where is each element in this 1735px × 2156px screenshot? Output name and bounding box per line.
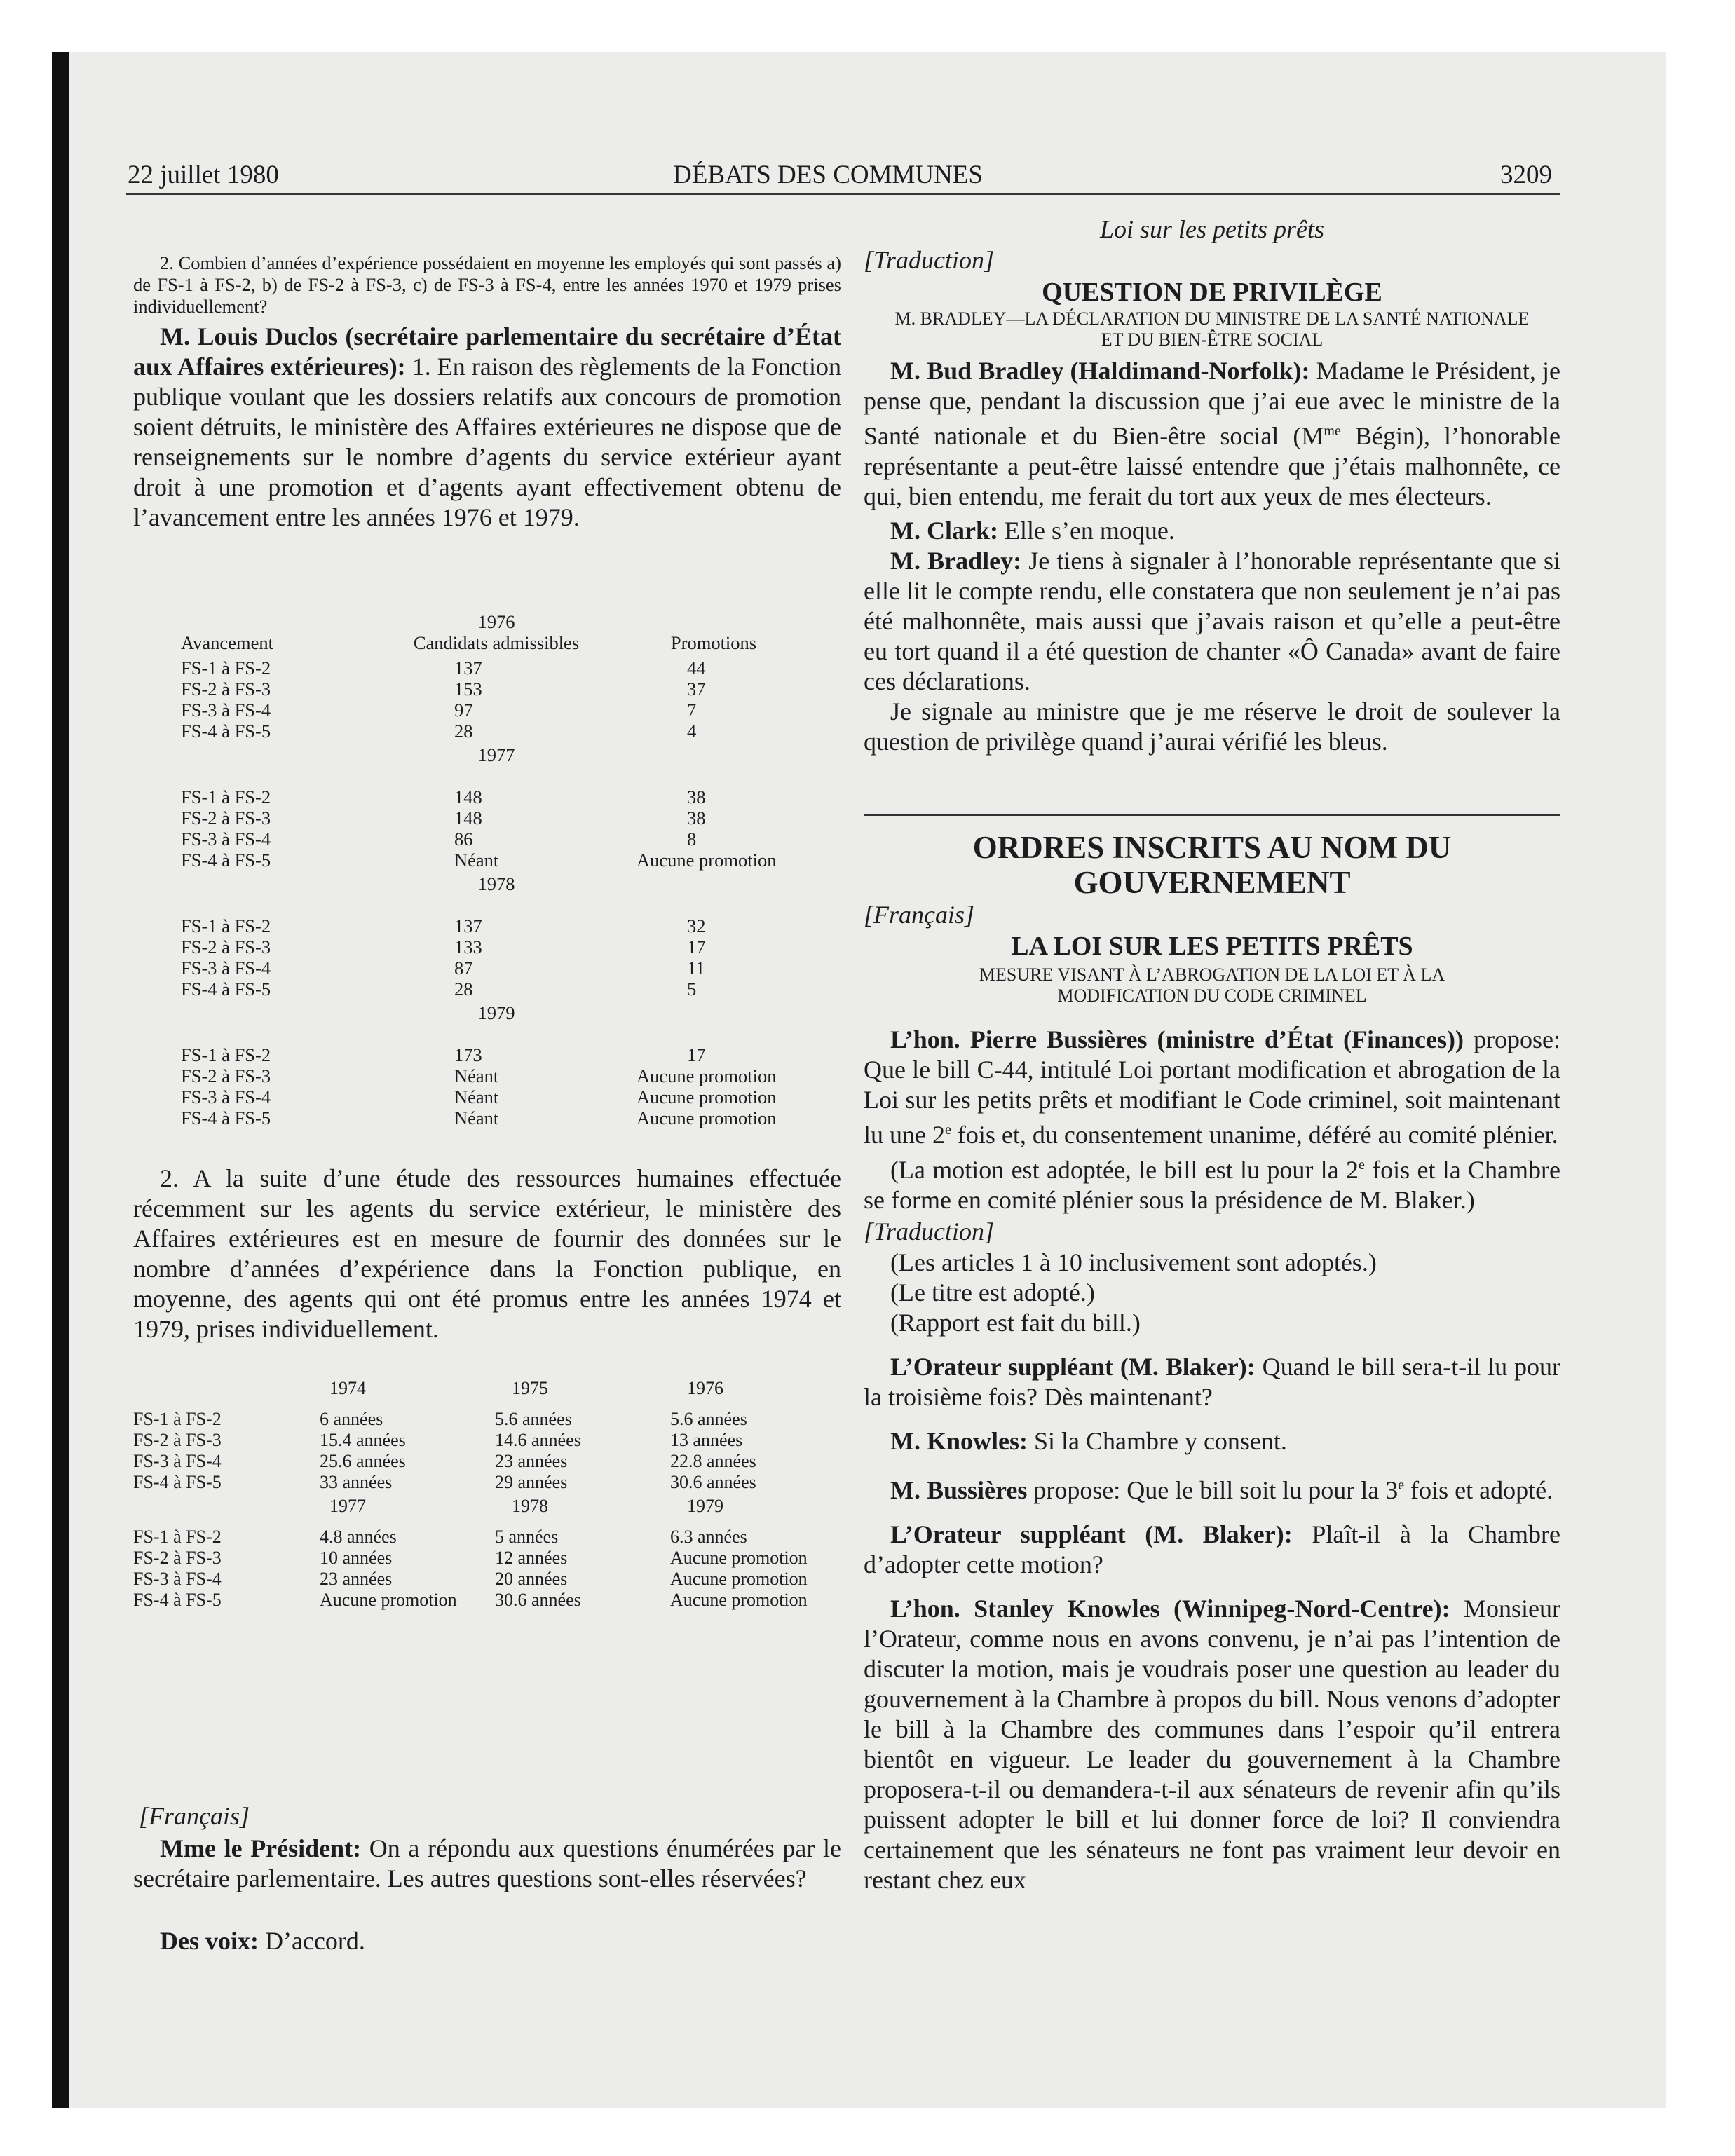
year-label: 1979 xyxy=(687,1496,723,1516)
promotions-cell: 32 xyxy=(687,915,706,936)
speaker-duclos: M. Louis Duclos (secrétaire parlementaire du secrétaire d’État aux Affaires extérieures): xyxy=(133,322,841,381)
table-row xyxy=(181,657,791,678)
promotions-cell: 11 xyxy=(687,957,705,978)
row-label: FS-2 à FS-3 xyxy=(133,1430,222,1450)
row-label: FS-4 à FS-5 xyxy=(181,721,271,742)
value-cell: 4.8 années xyxy=(320,1527,397,1547)
row-label: FS-3 à FS-4 xyxy=(181,1086,271,1107)
candidats-cell: 148 xyxy=(454,807,482,828)
value-cell: 6.3 années xyxy=(670,1527,747,1547)
page-number: 3209 xyxy=(1500,161,1552,189)
binding-edge xyxy=(52,52,69,2108)
sup-e-2: e xyxy=(1358,1157,1365,1173)
row-label: FS-3 à FS-4 xyxy=(181,957,271,978)
candidats-cell: 137 xyxy=(454,657,482,678)
speaker-bussieres-2: M. Bussières xyxy=(890,1476,1028,1504)
loi-subheading: MESURE VISANT À L’ABROGATION DE LA LOI ET À LA MODIFICATION DU CODE CRIMINEL xyxy=(979,964,1445,1006)
candidats-cell: 87 xyxy=(454,957,473,978)
candidats-cell: 153 xyxy=(454,678,482,700)
orateur2-text: Plaît-il à la Chambre d’adopter cette motion? xyxy=(864,1520,1560,1578)
knowles-text: Si la Chambre y consent. xyxy=(1027,1427,1287,1455)
left-column-end xyxy=(133,1801,841,1956)
year-label: 1976 xyxy=(477,611,515,632)
bradley-statement xyxy=(864,356,1560,512)
traduction-tag-2: [Traduction] xyxy=(864,1217,995,1246)
speaker-voix: Des voix: xyxy=(160,1927,259,1955)
promotions-cell: 7 xyxy=(687,700,697,721)
value-cell: 13 années xyxy=(670,1430,743,1450)
table-row xyxy=(133,1409,834,1430)
row-label: FS-2 à FS-3 xyxy=(181,678,271,700)
year-label: 1977 xyxy=(329,1496,366,1516)
table-row xyxy=(181,1086,791,1107)
year-row xyxy=(181,871,791,894)
francais-tag-left: [Français] xyxy=(139,1802,250,1830)
speaker-knowles: M. Knowles: xyxy=(890,1427,1028,1455)
promotions-cell: Aucune promotion xyxy=(637,1107,777,1128)
year-label: 1975 xyxy=(512,1378,548,1398)
titre-adopted: (Le titre est adopté.) xyxy=(890,1278,1095,1306)
sup-e-1: e xyxy=(944,1122,951,1138)
orateur-question-2 xyxy=(864,1520,1560,1580)
section-rule xyxy=(864,814,1560,816)
year-row xyxy=(133,1493,834,1527)
table-row xyxy=(133,1527,834,1548)
column-header: Candidats admissibles xyxy=(413,632,580,653)
promotions-cell: Aucune promotion xyxy=(637,1086,777,1107)
candidats-cell: 148 xyxy=(454,786,482,807)
promotions-cell: 4 xyxy=(687,721,697,742)
left-column-continued xyxy=(133,1164,841,1344)
promotions-cell: 44 xyxy=(687,657,706,678)
header-date: 22 juillet 1980 xyxy=(128,161,279,189)
value-cell: 30.6 années xyxy=(495,1590,581,1610)
speaker-bussieres: L’hon. Pierre Bussières (ministre d’État (Finances)) xyxy=(890,1025,1464,1053)
orateur-text: Quand le bill sera-t-il lu pour la troisième fois? Dès maintenant? xyxy=(864,1353,1561,1411)
row-label: FS-4 à FS-5 xyxy=(133,1590,222,1610)
row-label: FS-1 à FS-2 xyxy=(181,1044,271,1065)
traduction-tag: [Traduction] xyxy=(864,246,995,274)
candidats-cell: 97 xyxy=(454,700,473,721)
table-row xyxy=(181,978,791,999)
row-label: FS-1 à FS-2 xyxy=(181,786,271,807)
year-row xyxy=(181,999,791,1023)
year-label: 1976 xyxy=(687,1378,723,1398)
row-label: FS-1 à FS-2 xyxy=(181,657,271,678)
value-cell: 5.6 années xyxy=(495,1409,572,1429)
speaker-orateur: L’Orateur suppléant (M. Blaker): xyxy=(890,1353,1256,1381)
row-label: FS-2 à FS-3 xyxy=(133,1548,222,1568)
value-cell: 22.8 années xyxy=(670,1451,756,1471)
bussieres-text-a: propose: Que le bill C-44, intitulé Loi portant modification et abrogation de la Loi sur les petits prêts et modifiant le Code criminel, soit maintenant lu une 2 xyxy=(864,1025,1560,1149)
promotions-cell: 37 xyxy=(687,678,706,700)
value-cell: 29 années xyxy=(495,1472,568,1492)
table-row xyxy=(181,721,791,742)
value-cell: Aucune promotion xyxy=(670,1590,808,1610)
value-cell: Aucune promotion xyxy=(670,1548,808,1568)
candidats-cell: Néant xyxy=(454,850,499,871)
table-row xyxy=(181,915,791,936)
motion-text-a: (La motion est adoptée, le bill est lu pour la 2 xyxy=(890,1156,1359,1184)
president-text: On a répondu aux questions énumérées par le secrétaire parlementaire. Les autres questions sont-elles réservées? xyxy=(133,1834,841,1892)
promotions-cell: Aucune promotion xyxy=(637,850,777,871)
bussieres-motion xyxy=(864,1025,1560,1150)
header-rule xyxy=(126,193,1560,195)
bussieres-third-reading xyxy=(864,1471,1560,1506)
row-label: FS-2 à FS-3 xyxy=(181,807,271,828)
table-row xyxy=(133,1590,834,1611)
answer-2: 2. A la suite d’une étude des ressources humaines effectuée récemment sur les agents du service extérieur, le ministère des Affaires extérieures est en mesure de fournir des données sur le nombre d’années d’expérience dans la Fonction publique, en moyenne, des agents qui ont été promus entre les années 1974 et 1979, prises individuellement. xyxy=(133,1164,841,1343)
speaker-bradley-2: M. Bradley: xyxy=(890,547,1022,575)
bussieres-text-b: fois et, du consentement unanime, déféré au comité plénier. xyxy=(951,1121,1558,1149)
bussieres2-text-a: propose: Que le bill soit lu pour la 3 xyxy=(1027,1476,1399,1504)
table-row xyxy=(181,850,791,871)
orateur-question xyxy=(864,1352,1560,1412)
value-cell: 23 années xyxy=(320,1569,393,1589)
voix-statement xyxy=(133,1926,841,1956)
value-cell: Aucune promotion xyxy=(320,1590,457,1610)
bradley-text-b: Bégin), l’honorable représentante a peut-être laissé entendre que j’étais malhonnête, ce qui, bien entendu, me ferait du tort aux yeux de mes électeurs. xyxy=(864,422,1560,510)
knowles2-text: Monsieur l’Orateur, comme nous en avons convenu, je n’ai pas l’intention de discuter la motion, mais je voudrais poser une question au leader du gouvernement à la Chambre à propos du bill. Nous venons d’adopter le bill à la Chambre des communes dans l’espoir qu’il entrera bientôt en vigueur. Le leader du gouvernement à la Chambre proposera-t-il ou demandera-t-il aux sénateurs de revenir afin qu’ils puissent adopter le bill et lui donner force de loi? Il conviendra certainement que les sénateurs ne font pas vraiment leur devoir en restant chez eux xyxy=(864,1595,1560,1894)
rapport-fait: (Rapport est fait du bill.) xyxy=(890,1309,1141,1337)
year-label: 1978 xyxy=(477,873,515,894)
year-label: 1974 xyxy=(329,1378,366,1398)
knowles-statement xyxy=(864,1594,1560,1895)
value-cell: 20 années xyxy=(495,1569,568,1589)
candidats-cell: 137 xyxy=(454,915,482,936)
header-title: DÉBATS DES COMMUNES xyxy=(673,161,984,189)
value-cell: 23 années xyxy=(495,1451,568,1471)
value-cell: 30.6 années xyxy=(670,1472,756,1492)
motion-adopted xyxy=(864,1150,1560,1215)
experience-table xyxy=(133,1378,834,1611)
running-title: Loi sur les petits prêts xyxy=(1099,215,1325,243)
table-row xyxy=(133,1569,834,1590)
table-row xyxy=(181,807,791,828)
value-cell: 5 années xyxy=(495,1527,559,1547)
speaker-knowles-2: L’hon. Stanley Knowles (Winnipeg-Nord-Centre): xyxy=(890,1595,1450,1623)
row-label: FS-3 à FS-4 xyxy=(133,1451,222,1471)
president-statement xyxy=(133,1834,841,1894)
value-cell: Aucune promotion xyxy=(670,1569,808,1589)
year-label: 1977 xyxy=(477,744,515,765)
value-cell: 12 années xyxy=(495,1548,568,1568)
right-column xyxy=(864,214,1560,757)
row-label: FS-4 à FS-5 xyxy=(181,850,271,871)
duclos-answer xyxy=(133,322,841,533)
sup-me: me xyxy=(1324,423,1341,439)
row-label: FS-3 à FS-4 xyxy=(181,700,271,721)
table-row xyxy=(181,957,791,978)
row-label: FS-2 à FS-3 xyxy=(181,936,271,957)
promotions-cell: 38 xyxy=(687,786,706,807)
duclos-text: 1. En raison des règlements de la Fonction publique voulant que les dossiers relatifs aux concours de promotion soient détruits, le ministère des Affaires extérieures ne dispose que de renseignements sur le nombre d’agents du service extérieur ayant droit à une promotion et d’agents ayant effectivement obtenu de l’avancement entre les années 1976 et 1979. xyxy=(133,353,842,531)
bradley3-statement: Je signale au ministre que je me réserve le droit de soulever la question de privilège quand j’aurai vérifié les bleus. xyxy=(864,697,1560,756)
motion-text-b: fois et la Chambre se forme en comité plénier sous la présidence de M. Blaker.) xyxy=(864,1156,1561,1214)
candidats-cell: 28 xyxy=(454,721,473,742)
candidats-cell: Néant xyxy=(454,1107,499,1128)
row-label: FS-1 à FS-2 xyxy=(181,915,271,936)
promotions-cell: 5 xyxy=(687,978,697,999)
value-cell: 15.4 années xyxy=(320,1430,406,1450)
value-cell: 14.6 années xyxy=(495,1430,581,1450)
bradley2-statement xyxy=(864,546,1560,697)
row-label: FS-3 à FS-4 xyxy=(133,1569,222,1589)
speaker-president: Mme le Président: xyxy=(160,1834,362,1862)
table-row xyxy=(133,1430,834,1451)
promotions-cell: Aucune promotion xyxy=(637,1065,777,1086)
year-row xyxy=(133,1378,834,1409)
candidats-cell: Néant xyxy=(454,1086,499,1107)
clark-statement xyxy=(864,516,1560,546)
row-label: FS-4 à FS-5 xyxy=(133,1472,222,1492)
value-cell: 33 années xyxy=(320,1472,393,1492)
table-row xyxy=(181,1044,791,1065)
bradley2-text: Je tiens à signaler à l’honorable représentante que si elle lit le compte rendu, elle constatera que non seulement je n’ai pas été malhonnête, mais aussi que j’avais raison et qu’elle a peut-être eu tort quand il a été question de chanter «Ô Canada» avant de faire ces déclarations. xyxy=(864,547,1560,695)
candidats-cell: Néant xyxy=(454,1065,499,1086)
table-row xyxy=(133,1548,834,1569)
knowles-reply xyxy=(864,1426,1560,1456)
privilege-heading: QUESTION DE PRIVILÈGE xyxy=(1042,278,1382,307)
value-cell: 25.6 années xyxy=(320,1451,406,1471)
year-row xyxy=(181,742,791,765)
ordres-heading: ORDRES INSCRITS AU NOM DU GOUVERNEMENT xyxy=(972,830,1452,900)
value-cell: 6 années xyxy=(320,1409,383,1429)
promotions-cell: 38 xyxy=(687,807,706,828)
candidats-cell: 86 xyxy=(454,828,473,850)
year-row xyxy=(181,608,791,632)
promotions-cell: 8 xyxy=(687,828,697,850)
table-row xyxy=(181,828,791,850)
table-row xyxy=(181,678,791,700)
header-row xyxy=(181,632,791,657)
row-label: FS-1 à FS-2 xyxy=(133,1409,222,1429)
voix-text: D’accord. xyxy=(258,1927,365,1955)
table-row xyxy=(181,936,791,957)
promotions-table xyxy=(181,608,791,1128)
row-label: FS-4 à FS-5 xyxy=(181,1107,271,1128)
clark-text: Elle s’en moque. xyxy=(998,517,1175,545)
written-question-2: 2. Combien d’années d’expérience possédaient en moyenne les employés qui sont passés a) de FS-1 à FS-2, b) de FS-2 à FS-3, c) de FS-3 à FS-4, entre les années 1970 et 1979 prises individuellement? xyxy=(133,252,841,317)
table-row xyxy=(181,1065,791,1086)
candidats-cell: 133 xyxy=(454,936,482,957)
candidats-cell: 173 xyxy=(454,1044,482,1065)
speaker-orateur-2: L’Orateur suppléant (M. Blaker): xyxy=(890,1520,1293,1548)
loi-heading: LA LOI SUR LES PETITS PRÊTS xyxy=(1011,932,1413,961)
row-label: FS-3 à FS-4 xyxy=(181,828,271,850)
table-row xyxy=(181,1107,791,1128)
articles-adopted: (Les articles 1 à 10 inclusivement sont adoptés.) xyxy=(890,1248,1377,1276)
column-header: Promotions xyxy=(670,632,757,653)
value-cell: 5.6 années xyxy=(670,1409,747,1429)
value-cell: 10 années xyxy=(320,1548,393,1568)
bradley-text-a: Madame le Président, je pense que, pendant la discussion que j’ai eue avec le ministre de la Santé nationale et du Bien-être social (M xyxy=(864,357,1561,450)
year-label: 1978 xyxy=(512,1496,548,1516)
row-label: FS-1 à FS-2 xyxy=(133,1527,222,1547)
candidats-cell: 28 xyxy=(454,978,473,999)
table-row xyxy=(133,1451,834,1472)
promotions-cell: 17 xyxy=(687,936,706,957)
row-label: FS-4 à FS-5 xyxy=(181,978,271,999)
row-label: FS-2 à FS-3 xyxy=(181,1065,271,1086)
table-row xyxy=(181,786,791,807)
francais-tag-right: [Français] xyxy=(864,901,975,929)
sup-e-3: e xyxy=(1398,1478,1405,1493)
left-column xyxy=(133,252,841,533)
column-header: Avancement xyxy=(181,632,273,653)
privilege-subheading: M. BRADLEY—LA DÉCLARATION DU MINISTRE DE LA SANTÉ NATIONALE ET DU BIEN-ÊTRE SOCIAL xyxy=(894,308,1530,350)
year-label: 1979 xyxy=(477,1002,515,1023)
table-row xyxy=(133,1472,834,1493)
right-column-orders xyxy=(864,830,1560,1895)
bussieres2-text-b: fois et adopté. xyxy=(1404,1476,1553,1504)
speaker-bradley: M. Bud Bradley (Haldimand-Norfolk): xyxy=(890,357,1310,385)
promotions-cell: 17 xyxy=(687,1044,706,1065)
table-row xyxy=(181,700,791,721)
speaker-clark: M. Clark: xyxy=(890,517,998,545)
